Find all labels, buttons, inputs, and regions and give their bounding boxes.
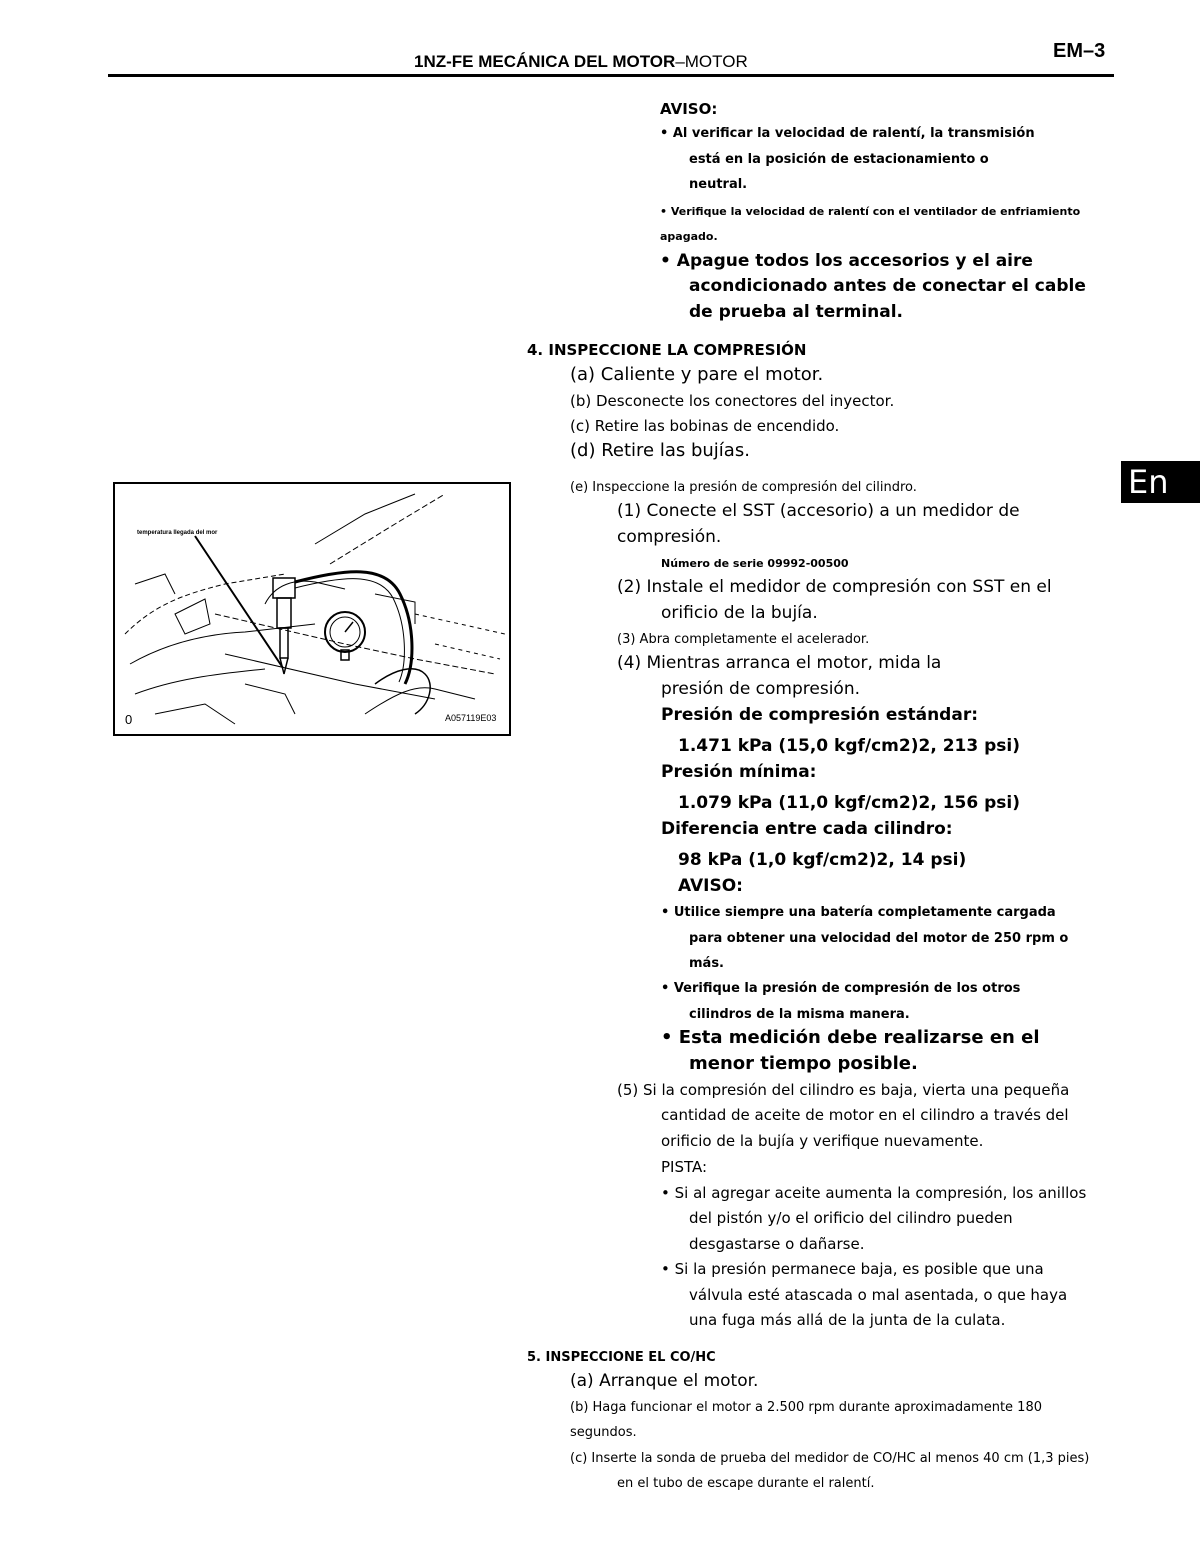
substep-text: (4) Mientras arranca el motor, mida la [617, 653, 942, 673]
substep-text: (1) Conecte el SST (accesorio) a un medidor de [617, 501, 1020, 521]
substep-text: presión de compresión. [661, 679, 861, 699]
substep-text: orificio de la bujía y verifique nuevamente. [661, 1132, 984, 1150]
section-heading: 5. INSPECCIONE EL CO/HC [527, 1350, 716, 1365]
hint-item: desgastarse o dañarse. [689, 1235, 865, 1253]
step-text: (c) Retire las bobinas de encendido. [570, 417, 840, 435]
section-heading: 4. INSPECCIONE LA COMPRESIÓN [527, 341, 807, 359]
spec-label: Diferencia entre cada cilindro: [661, 819, 953, 839]
substep-text: (2) Instale el medidor de compresión con SST en el [617, 577, 1052, 597]
notice-item: • Verifique la velocidad de ralentí con el ventilador de enfriamiento [660, 205, 1081, 218]
step-text: (b) Haga funcionar el motor a 2.500 rpm durante aproximadamente 180 [570, 1400, 1042, 1415]
notice-item: cilindros de la misma manera. [689, 1007, 910, 1022]
notice-item: está en la posición de estacionamiento o [689, 152, 989, 167]
spec-value: 98 kPa (1,0 kgf/cm2)2, 14 psi) [678, 850, 967, 870]
notice-item: más. [689, 956, 724, 971]
header-rule [108, 74, 1114, 77]
hint-title: PISTA: [661, 1158, 708, 1176]
step-text: en el tubo de escape durante el ralentí. [617, 1476, 875, 1491]
step-text: (b) Desconecte los conectores del inyector. [570, 392, 895, 410]
step-text: (a) Arranque el motor. [570, 1371, 759, 1391]
hint-item: una fuga más allá de la junta de la culata. [689, 1311, 1006, 1329]
substep-text: orificio de la bujía. [661, 603, 818, 623]
notice-item: de prueba al terminal. [689, 302, 904, 322]
spec-value: 1.079 kPa (11,0 kgf/cm2)2, 156 psi) [678, 793, 1020, 813]
spec-label: Presión mínima: [661, 762, 817, 782]
engine-drawing [115, 484, 509, 734]
step-text: (a) Caliente y pare el motor. [570, 364, 824, 385]
notice-item: • Apague todos los accesorios y el aire [660, 251, 1033, 271]
hint-item: • Si al agregar aceite aumenta la compresión, los anillos [661, 1184, 1087, 1202]
hint-item: válvula esté atascada o mal asentada, o que haya [689, 1286, 1068, 1304]
step-text: (c) Inserte la sonda de prueba del medidor de CO/HC al menos 40 cm (1,3 pies) [570, 1451, 1090, 1466]
serial-number: Número de serie 09992-00500 [661, 557, 849, 570]
notice-item: apagado. [660, 230, 718, 243]
notice-item: para obtener una velocidad del motor de 250 rpm o [689, 931, 1069, 946]
notice-item: • Verifique la presión de compresión de los otros [661, 981, 1021, 996]
substep-text: (3) Abra completamente el acelerador. [617, 632, 870, 647]
spec-value: 1.471 kPa (15,0 kgf/cm2)2, 213 psi) [678, 736, 1020, 756]
notice-item: neutral. [689, 177, 748, 192]
section-side-tab: En [1121, 461, 1200, 503]
notice-item: • Al verificar la velocidad de ralentí, la transmisión [660, 126, 1035, 141]
page-code: EM–3 [1053, 40, 1106, 62]
notice-item: • Esta medición debe realizarse en el [661, 1027, 1040, 1048]
step-text: (e) Inspeccione la presión de compresión del cilindro. [570, 480, 917, 495]
spec-label: Presión de compresión estándar: [661, 705, 979, 725]
figure-code: A057119E03 [445, 713, 497, 723]
page-header-title: 1NZ-FE MECÁNICA DEL MOTOR–MOTOR [414, 52, 748, 71]
notice-item: acondicionado antes de conectar el cable [689, 276, 1086, 296]
substep-text: cantidad de aceite de motor en el cilindro a través del [661, 1106, 1069, 1124]
step-text: (d) Retire las bujías. [570, 440, 750, 461]
notice-item: • Utilice siempre una batería completamente cargada [661, 905, 1056, 920]
figure-corner-mark: 0 [125, 712, 133, 727]
step-text: segundos. [570, 1425, 637, 1440]
substep-text: compresión. [617, 527, 722, 547]
hint-item: • Si la presión permanece baja, es posible que una [661, 1260, 1044, 1278]
notice-title: AVISO: [678, 876, 743, 896]
notice-title: AVISO: [660, 100, 718, 118]
compression-test-illustration [113, 482, 511, 736]
substep-text: (5) Si la compresión del cilindro es baja, vierta una pequeña [617, 1081, 1070, 1099]
figure-label: temperatura llegada del mor [137, 530, 218, 536]
hint-item: del pistón y/o el orificio del cilindro pueden [689, 1209, 1013, 1227]
notice-item: menor tiempo posible. [689, 1053, 918, 1074]
